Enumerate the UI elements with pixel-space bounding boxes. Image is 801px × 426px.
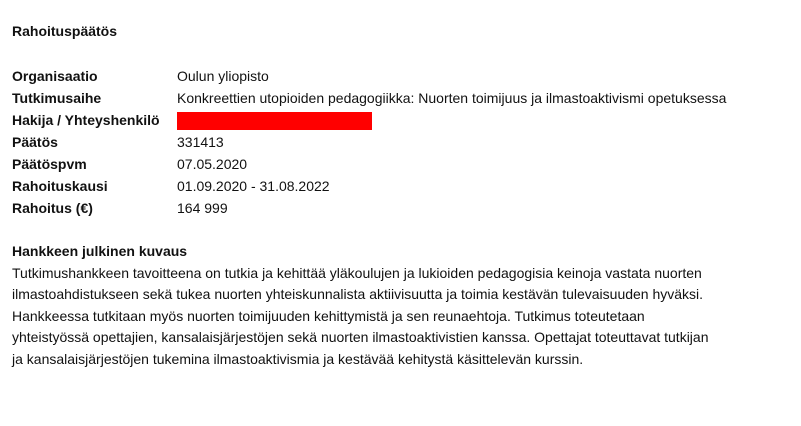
description-line: Hankkeessa tutkitaan myös nuorten toimijuuden kehittymistä ja sen reunaehtoja. Tutkimus toteutetaan xyxy=(12,307,645,324)
fact-label: Päätöspvm xyxy=(12,156,87,172)
fact-value: Konkreettien utopioiden pedagogiikka: Nuorten toimijuus ja ilmastoaktivismi opetuksessa xyxy=(177,90,727,106)
fact-row-funding-period xyxy=(12,175,792,197)
fact-label: Rahoituskausi xyxy=(12,178,108,194)
fact-label: Päätös xyxy=(12,134,58,150)
fact-value: Oulun yliopisto xyxy=(177,68,269,84)
page-title: Rahoituspäätös xyxy=(12,23,118,39)
fact-row-organisation xyxy=(12,65,792,87)
fact-row-research-topic xyxy=(12,87,792,109)
description-body xyxy=(12,263,792,370)
fact-row-decision xyxy=(12,131,792,153)
fact-label: Tutkimusaihe xyxy=(12,90,102,106)
fact-value: 164 999 xyxy=(177,200,228,216)
fact-row-decision-date xyxy=(12,153,792,175)
fact-label: Hakija / Yhteyshenkilö xyxy=(12,112,160,128)
description-line: ilmastoahdistukseen sekä tukea nuorten yhteiskunnalista aktiivisuutta ja toimia kestävän tulevaisuuden hyväksi. xyxy=(12,286,704,303)
description-line: yhteistyössä opettajien, kansalaisjärjestöjen sekä nuorten ilmastoaktivistien kanssa. Opettajat toteuttavat tutkijan xyxy=(12,329,709,346)
fact-value: 07.05.2020 xyxy=(177,156,248,172)
description-heading: Hankkeen julkinen kuvaus xyxy=(12,243,188,259)
fact-value xyxy=(177,110,792,129)
fact-value: 01.09.2020 - 31.08.2022 xyxy=(177,178,330,194)
redaction-block xyxy=(177,112,372,130)
fact-label: Organisaatio xyxy=(12,68,98,84)
fact-value: 331413 xyxy=(177,134,224,150)
description-line: ja kansalaisjärjestöjen tukemina ilmastoaktivismia ja kestävää kehitystä käsittelevän kurssin. xyxy=(12,350,584,367)
decision-facts xyxy=(12,65,792,219)
fact-row-applicant xyxy=(12,109,792,131)
fact-row-funding-amount xyxy=(12,197,792,219)
description-line: Tutkimushankkeen tavoitteena on tutkia ja kehittää yläkoulujen ja lukioiden pedagogisia keinoja vastata nuorten xyxy=(12,265,702,281)
fact-label: Rahoitus (€) xyxy=(12,200,93,216)
